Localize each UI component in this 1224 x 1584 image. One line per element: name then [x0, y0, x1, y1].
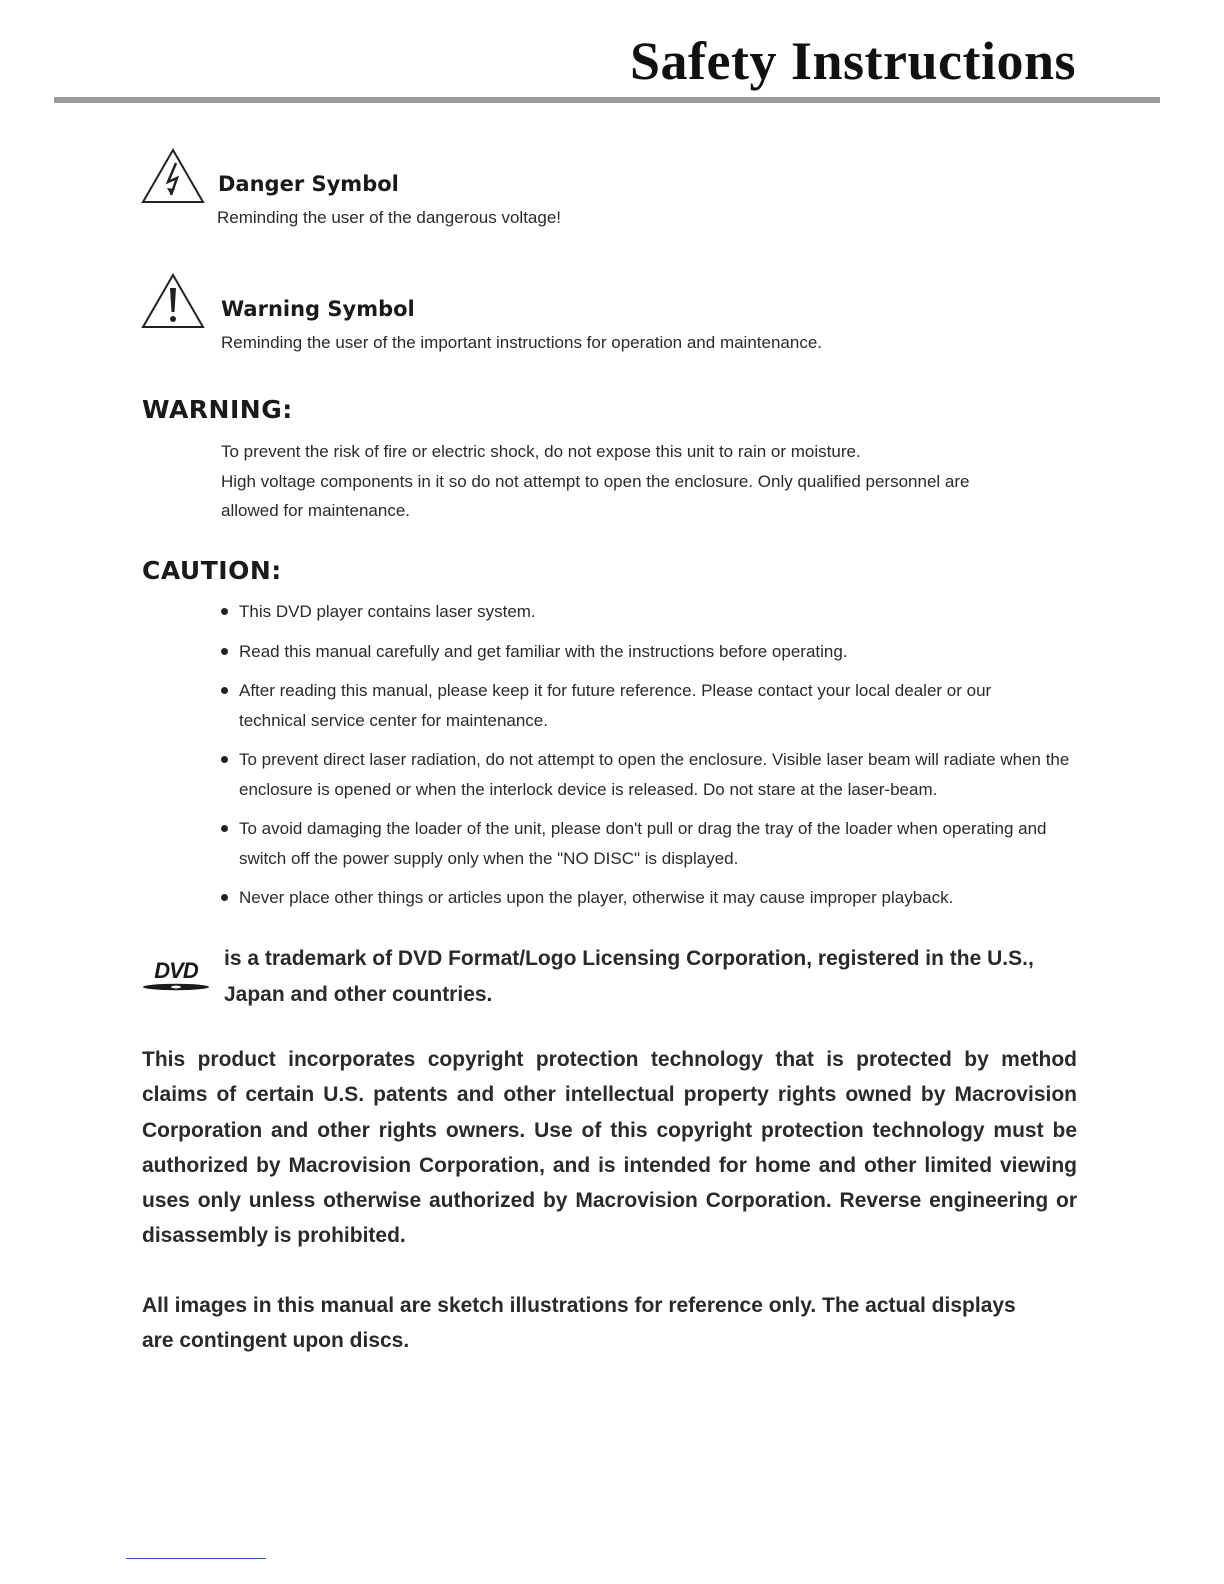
- warning-heading: WARNING:: [142, 395, 293, 424]
- bullet-icon: [221, 608, 228, 615]
- list-item: Read this manual carefully and get familiar with the instructions before operating.: [218, 637, 1078, 667]
- bullet-icon: [221, 825, 228, 832]
- list-item: This DVD player contains laser system.: [218, 597, 1078, 627]
- exclamation-warning-triangle-icon: [140, 272, 206, 330]
- trademark-notice: is a trademark of DVD Format/Logo Licensing Corporation, registered in the U.S., Japan and other countries.: [224, 947, 1034, 1006]
- list-item: Never place other things or articles upon the player, otherwise it may cause improper playback.: [218, 883, 1078, 913]
- danger-symbol-description: Reminding the user of the dangerous voltage!: [217, 208, 562, 227]
- warning-line: To prevent the risk of fire or electric shock, do not expose this unit to rain or moisture.: [221, 442, 861, 461]
- danger-symbol-title: Danger Symbol: [218, 172, 399, 196]
- dvd-logo-icon: [141, 957, 211, 993]
- warning-symbol-title: Warning Symbol: [221, 297, 415, 321]
- bullet-icon: [221, 687, 228, 694]
- warning-body: [221, 437, 1081, 526]
- lightning-warning-triangle-icon: [140, 147, 206, 205]
- footer-rule: [126, 1558, 266, 1559]
- bullet-icon: [221, 648, 228, 655]
- dvd-logo-text: DVD: [154, 958, 198, 983]
- list-item: To prevent direct laser radiation, do not attempt to open the enclosure. Visible laser beam will radiate when the enclosure is opened or when the interlock device is released. Do not stare at the laser-beam.: [218, 745, 1078, 804]
- page-title: Safety Instructions: [629, 31, 1076, 91]
- caution-list: [218, 597, 1078, 923]
- warning-line: High voltage components in it so do not attempt to open the enclosure. Only qualified personnel are allowed for maintenance.: [221, 471, 970, 520]
- title-divider: [54, 97, 1160, 103]
- warning-symbol-description: Reminding the user of the important instructions for operation and maintenance.: [221, 333, 823, 352]
- images-notice: All images in this manual are sketch illustrations for reference only. The actual displays are contingent upon discs.: [142, 1294, 1016, 1353]
- caution-heading: CAUTION:: [142, 556, 282, 585]
- bullet-icon: [221, 894, 228, 901]
- copyright-notice: This product incorporates copyright protection technology that is protected by method claims of certain U.S. patents and other intellectual property rights owned by Macrovision Corporation and other rights owners. Use of this copyright protection technology must be authorized by Macrovision Corporation, and is intended for home and other limited viewing uses only unless otherwise authorized by Macrovision Corporation. Reverse engineering or disassembly is prohibited.: [142, 1048, 1077, 1248]
- bullet-icon: [221, 756, 228, 763]
- list-item: To avoid damaging the loader of the unit, please don't pull or drag the tray of the loader when operating and switch off the power supply only when the "NO DISC" is displayed.: [218, 814, 1089, 873]
- list-item: After reading this manual, please keep it for future reference. Please contact your local dealer or our technical service center for maintenance.: [218, 676, 1039, 735]
